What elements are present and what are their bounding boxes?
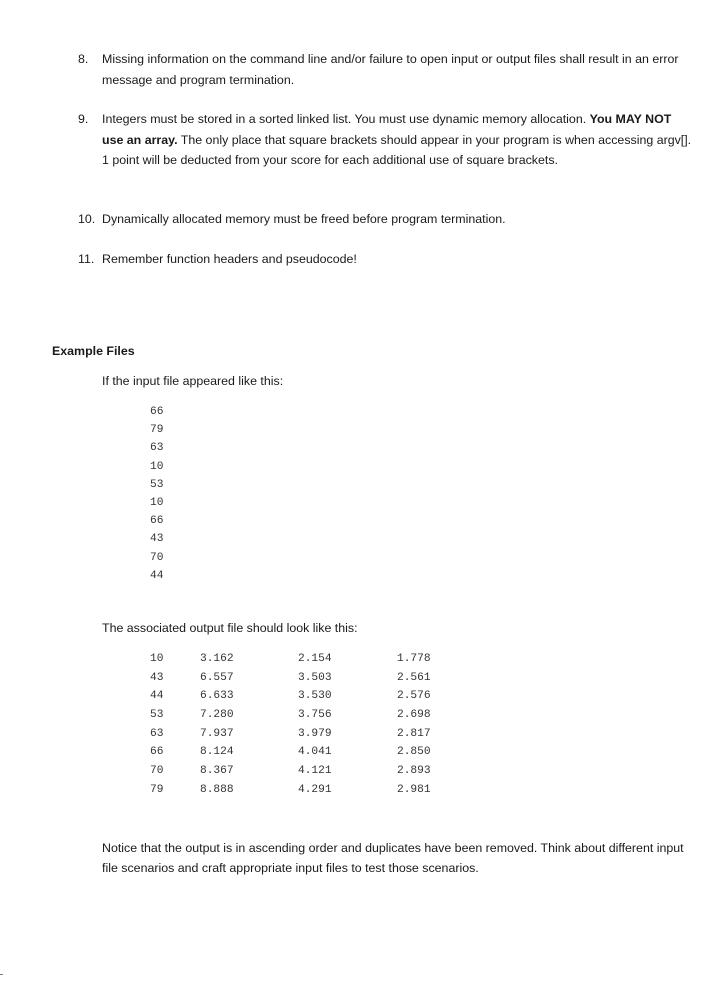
table-cell: 63 (150, 727, 164, 740)
table-row (150, 669, 457, 688)
requirement-text: Missing information on the command line and/or failure to open input or output files shall result in an error message and program termination. (102, 52, 679, 87)
table-cell: 8.367 (200, 765, 234, 778)
table-cell: 3.503 (298, 671, 332, 684)
table-cell: 7.280 (200, 709, 234, 722)
input-value: 63 (150, 442, 164, 455)
requirement-text: Dynamically allocated memory must be freed before program termination. (102, 212, 506, 226)
table-cell: 4.291 (298, 783, 332, 796)
table-cell: 3.162 (200, 653, 234, 665)
input-value: 10 (150, 460, 164, 473)
requirement-text-end: The only place that square brackets should appear in your program is when accessing argv[]. 1 point will be deducted from your score for each additional use of square brackets. (102, 132, 692, 167)
table-cell: 66 (150, 746, 164, 759)
input-value: 66 (150, 515, 164, 528)
table-cell: 3.530 (298, 690, 332, 703)
table-cell: 1.778 (397, 653, 431, 665)
requirement-number: 11. (78, 252, 95, 266)
table-row (150, 706, 457, 725)
table-row (150, 725, 457, 744)
table-row (150, 687, 457, 706)
requirement-text (102, 109, 692, 171)
table-cell: 79 (150, 783, 164, 796)
table-cell: 3.756 (298, 709, 332, 722)
notice-paragraph: Notice that the output is in ascending order and duplicates have been removed. Think about different input file scenarios and craft appropriate input files to test those scenarios. (102, 841, 684, 875)
table-cell: 6.633 (200, 690, 234, 703)
table-cell: 3.979 (298, 727, 332, 740)
requirement-number: 10. (78, 212, 96, 226)
table-row (150, 650, 457, 669)
requirement-number: 9. (78, 112, 89, 126)
table-row (150, 743, 457, 762)
page-edge-mark (0, 974, 3, 975)
table-cell: 44 (150, 690, 164, 703)
table-cell: 2.817 (397, 727, 431, 740)
input-value: 53 (150, 478, 164, 491)
table-cell: 2.154 (298, 653, 332, 665)
table-cell: 8.888 (200, 783, 234, 796)
table-cell: 53 (150, 709, 164, 722)
table-cell: 2.893 (397, 765, 431, 778)
input-value: 10 (150, 496, 164, 509)
table-cell: 8.124 (200, 746, 234, 759)
input-value: 43 (150, 533, 164, 546)
requirement-text-start: Integers must be stored in a sorted linked list. You must use dynamic memory allocation. (102, 112, 590, 126)
output-intro: The associated output file should look like this: (102, 621, 358, 635)
table-cell: 4.041 (298, 746, 332, 759)
input-value: 66 (150, 406, 164, 418)
table-cell: 2.576 (397, 690, 431, 703)
input-value: 44 (150, 569, 164, 582)
table-cell: 6.557 (200, 671, 234, 684)
requirement-text: Remember function headers and pseudocode! (102, 252, 357, 266)
section-heading: Example Files (52, 344, 135, 358)
requirement-number: 8. (78, 52, 89, 66)
table-cell: 2.698 (397, 709, 431, 722)
table-cell: 7.937 (200, 727, 234, 740)
table-cell: 2.561 (397, 671, 431, 684)
table-row (150, 762, 457, 781)
input-value: 70 (150, 551, 164, 564)
table-cell: 2.850 (397, 746, 431, 759)
input-value: 79 (150, 424, 164, 437)
input-intro: If the input file appeared like this: (102, 374, 284, 388)
input-file-listing (150, 403, 163, 585)
table-cell: 70 (150, 765, 164, 778)
table-cell: 43 (150, 671, 164, 684)
table-cell: 10 (150, 653, 164, 665)
table-cell: 4.121 (298, 765, 332, 778)
table-cell: 2.981 (397, 783, 431, 796)
table-row (150, 781, 457, 800)
output-file-table (150, 650, 457, 800)
requirement-bold-text: You MAY NOT use an array. (102, 112, 672, 147)
